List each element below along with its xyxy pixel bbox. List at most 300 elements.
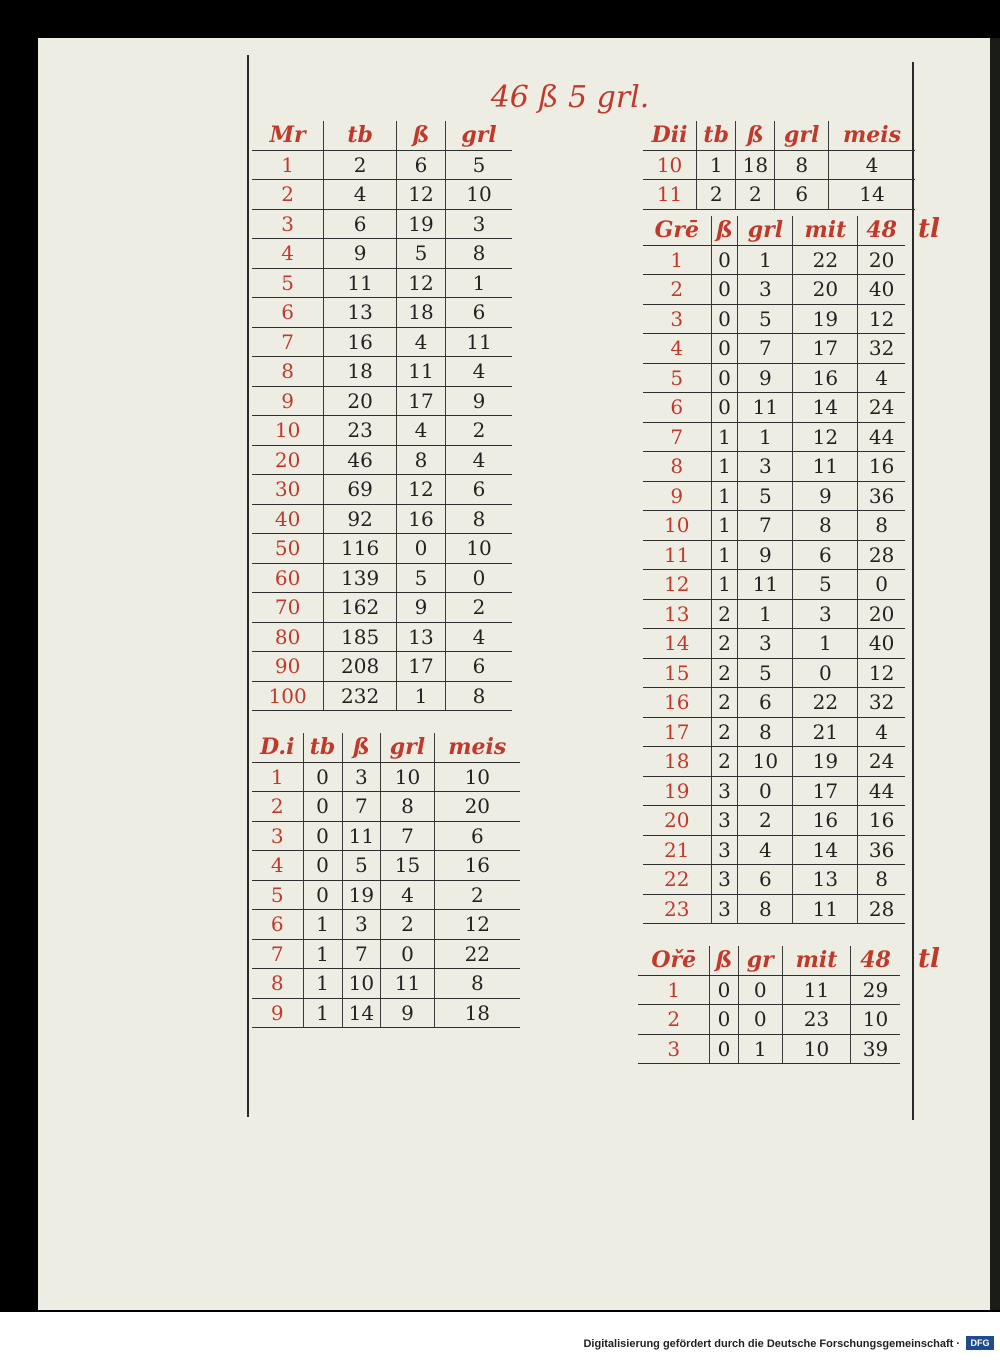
table-cell: 44 <box>858 776 905 806</box>
row-label: 6 <box>252 298 324 328</box>
table-cell: 0 <box>303 762 342 792</box>
table-cell: 5 <box>396 563 445 593</box>
left-rule <box>247 55 249 1117</box>
table-cell: 11 <box>342 821 381 851</box>
table-row <box>643 747 905 777</box>
table-cell: 69 <box>324 475 397 505</box>
table-cell: 5 <box>738 304 793 334</box>
table-cell: 17 <box>396 652 445 682</box>
table-row <box>643 511 905 541</box>
table-cell: 20 <box>858 599 905 629</box>
row-label: 100 <box>252 681 324 711</box>
conversion-table-grenze <box>643 216 905 924</box>
table-header-row <box>638 946 900 975</box>
table-row <box>643 776 905 806</box>
table-row <box>252 939 520 969</box>
column-header: grl <box>775 121 829 150</box>
column-header: Ořē <box>638 946 710 975</box>
table-cell: 1 <box>738 599 793 629</box>
table-cell: 1 <box>303 910 342 940</box>
row-label: 1 <box>252 150 324 180</box>
row-label: 1 <box>638 975 710 1005</box>
column-header: Dii <box>643 121 697 150</box>
table-cell: 11 <box>783 975 851 1005</box>
table-row <box>252 239 512 269</box>
column-header: ß <box>342 733 381 762</box>
row-label: 9 <box>643 481 711 511</box>
row-label: 5 <box>643 363 711 393</box>
row-label: 3 <box>252 821 303 851</box>
row-label: 11 <box>643 180 697 210</box>
column-header: ß <box>736 121 775 150</box>
row-label: 16 <box>643 688 711 718</box>
table-cell: 2 <box>381 910 434 940</box>
row-label: 4 <box>643 334 711 364</box>
table-cell: 9 <box>793 481 858 511</box>
table-cell: 20 <box>793 275 858 305</box>
table-row <box>643 835 905 865</box>
table-cell: 6 <box>324 209 397 239</box>
table-row <box>643 304 905 334</box>
table-cell: 22 <box>434 939 520 969</box>
table-cell: 10 <box>851 1005 900 1035</box>
table-cell: 5 <box>738 658 793 688</box>
table-cell: 44 <box>858 422 905 452</box>
table-cell: 1 <box>738 245 793 275</box>
table-cell: 0 <box>710 1005 738 1035</box>
row-label: 2 <box>643 275 711 305</box>
table-cell: 14 <box>793 835 858 865</box>
table-cell: 8 <box>858 865 905 895</box>
table-cell: 9 <box>738 363 793 393</box>
table-cell: 8 <box>858 511 905 541</box>
table-row <box>643 363 905 393</box>
table-row <box>638 975 900 1005</box>
table-cell: 11 <box>324 268 397 298</box>
table-cell: 6 <box>446 298 513 328</box>
table-cell: 6 <box>434 821 520 851</box>
table-cell: 2 <box>697 180 736 210</box>
table-row <box>252 357 512 387</box>
table-cell: 4 <box>446 445 513 475</box>
table-cell: 8 <box>738 717 793 747</box>
column-header: ß <box>711 216 738 245</box>
table-cell: 6 <box>775 180 829 210</box>
table-cell: 11 <box>738 570 793 600</box>
table-cell: 0 <box>303 880 342 910</box>
table-cell: 5 <box>342 851 381 881</box>
table-cell: 17 <box>793 334 858 364</box>
table-cell: 1 <box>303 969 342 999</box>
table-row <box>252 180 512 210</box>
table-cell: 0 <box>738 1005 782 1035</box>
table-cell: 12 <box>434 910 520 940</box>
table-cell: 36 <box>858 481 905 511</box>
row-label: 3 <box>638 1034 710 1064</box>
table-cell: 3 <box>711 894 738 924</box>
table-cell: 18 <box>434 998 520 1028</box>
table-cell: 2 <box>446 416 513 446</box>
table-cell: 162 <box>324 593 397 623</box>
row-label: 14 <box>643 629 711 659</box>
table-cell: 3 <box>793 599 858 629</box>
table-row <box>252 910 520 940</box>
table-cell: 14 <box>829 180 915 210</box>
row-label: 10 <box>643 150 697 180</box>
table-cell: 14 <box>793 393 858 423</box>
row-label: 8 <box>252 969 303 999</box>
row-label: 7 <box>252 939 303 969</box>
row-label: 7 <box>643 422 711 452</box>
table-cell: 8 <box>775 150 829 180</box>
table-cell: 16 <box>858 452 905 482</box>
table-cell: 18 <box>736 150 775 180</box>
table-cell: 1 <box>711 452 738 482</box>
table-cell: 10 <box>738 747 793 777</box>
table-cell: 1 <box>303 939 342 969</box>
table-cell: 4 <box>381 880 434 910</box>
table-cell: 9 <box>396 593 445 623</box>
table-row <box>252 851 520 881</box>
table-cell: 232 <box>324 681 397 711</box>
table-cell: 4 <box>446 357 513 387</box>
table-cell: 7 <box>342 939 381 969</box>
table-cell: 0 <box>446 563 513 593</box>
table-cell: 10 <box>434 762 520 792</box>
table-cell: 9 <box>381 998 434 1028</box>
row-label: 2 <box>638 1005 710 1035</box>
table-row <box>643 481 905 511</box>
table-cell: 10 <box>446 180 513 210</box>
row-label: 10 <box>643 511 711 541</box>
table-cell: 0 <box>711 363 738 393</box>
page-title: 46 ß 5 grl. <box>490 80 650 115</box>
table-cell: 1 <box>396 681 445 711</box>
table-row <box>252 880 520 910</box>
table-row <box>252 969 520 999</box>
table-cell: 13 <box>793 865 858 895</box>
table-cell: 1 <box>793 629 858 659</box>
column-header: Grē <box>643 216 711 245</box>
table-cell: 10 <box>381 762 434 792</box>
table-cell: 16 <box>793 363 858 393</box>
column-header: gr <box>738 946 782 975</box>
table-row <box>252 504 512 534</box>
table-cell: 3 <box>711 776 738 806</box>
table-cell: 2 <box>736 180 775 210</box>
column-header: ß <box>710 946 738 975</box>
table-row <box>252 416 512 446</box>
table-cell: 19 <box>342 880 381 910</box>
table-cell: 6 <box>793 540 858 570</box>
row-label: 2 <box>252 792 303 822</box>
table-row <box>643 275 905 305</box>
table-cell: 4 <box>396 416 445 446</box>
table-row <box>252 563 512 593</box>
column-header: meis <box>829 121 915 150</box>
table-cell: 8 <box>381 792 434 822</box>
table-cell: 5 <box>396 239 445 269</box>
row-label: 80 <box>252 622 324 652</box>
row-label: 5 <box>252 268 324 298</box>
table-row <box>252 534 512 564</box>
table-cell: 4 <box>858 717 905 747</box>
row-label: 1 <box>252 762 303 792</box>
table-cell: 0 <box>711 334 738 364</box>
table-cell: 12 <box>396 475 445 505</box>
table-row <box>252 475 512 505</box>
table-row <box>643 806 905 836</box>
table-cell: 2 <box>738 806 793 836</box>
table-cell: 0 <box>303 851 342 881</box>
table-row <box>638 1034 900 1064</box>
table-cell: 15 <box>381 851 434 881</box>
table-row <box>643 599 905 629</box>
table-cell: 3 <box>738 629 793 659</box>
table-cell: 8 <box>446 239 513 269</box>
table-row <box>252 762 520 792</box>
row-label: 20 <box>252 445 324 475</box>
table-row <box>643 717 905 747</box>
footer-credit: Digitalisierung gefördert durch die Deutsche Forschungsgemeinschaft · <box>583 1338 960 1350</box>
table-cell: 2 <box>711 599 738 629</box>
table-cell: 4 <box>446 622 513 652</box>
table-cell: 12 <box>858 658 905 688</box>
table-cell: 3 <box>711 806 738 836</box>
table-row <box>643 570 905 600</box>
table-cell: 0 <box>711 393 738 423</box>
book-edge <box>990 38 1000 1310</box>
row-label: 9 <box>252 998 303 1028</box>
table-row <box>643 865 905 895</box>
row-label: 8 <box>252 357 324 387</box>
row-label: 13 <box>643 599 711 629</box>
table-cell: 0 <box>710 975 738 1005</box>
table-cell: 2 <box>711 629 738 659</box>
column-header: D.i <box>252 733 303 762</box>
table-cell: 8 <box>738 894 793 924</box>
table-row <box>252 792 520 822</box>
table-cell: 8 <box>446 681 513 711</box>
table-cell: 20 <box>858 245 905 275</box>
column-header: tb <box>697 121 736 150</box>
table-cell: 6 <box>396 150 445 180</box>
table-cell: 40 <box>858 629 905 659</box>
table-cell: 12 <box>396 268 445 298</box>
column-header: 48 <box>858 216 905 245</box>
table-cell: 1 <box>303 998 342 1028</box>
row-label: 3 <box>252 209 324 239</box>
row-label: 17 <box>643 717 711 747</box>
table-cell: 10 <box>446 534 513 564</box>
table-row <box>643 150 915 180</box>
conversion-table-orte <box>638 946 900 1064</box>
row-label: 21 <box>643 835 711 865</box>
table-cell: 9 <box>446 386 513 416</box>
row-label: 18 <box>643 747 711 777</box>
table-cell: 116 <box>324 534 397 564</box>
table-cell: 18 <box>324 357 397 387</box>
table-cell: 1 <box>697 150 736 180</box>
table-cell: 16 <box>858 806 905 836</box>
table-cell: 7 <box>738 511 793 541</box>
table-row <box>252 821 520 851</box>
table-cell: 10 <box>342 969 381 999</box>
table-cell: 0 <box>303 792 342 822</box>
table-cell: 7 <box>342 792 381 822</box>
table-row <box>643 452 905 482</box>
table-cell: 1 <box>738 1034 782 1064</box>
table-row <box>643 894 905 924</box>
table-cell: 19 <box>793 747 858 777</box>
table-cell: 208 <box>324 652 397 682</box>
table-row <box>643 688 905 718</box>
row-label: 15 <box>643 658 711 688</box>
column-header: tb <box>303 733 342 762</box>
table-row <box>252 209 512 239</box>
table-cell: 8 <box>793 511 858 541</box>
table-cell: 0 <box>303 821 342 851</box>
table-cell: 11 <box>381 969 434 999</box>
table-cell: 8 <box>446 504 513 534</box>
row-label: 7 <box>252 327 324 357</box>
table-cell: 16 <box>793 806 858 836</box>
table-cell: 24 <box>858 393 905 423</box>
row-label: 3 <box>643 304 711 334</box>
table-cell: 0 <box>858 570 905 600</box>
table-cell: 3 <box>711 865 738 895</box>
table-cell: 22 <box>793 688 858 718</box>
table-cell: 13 <box>396 622 445 652</box>
table-cell: 11 <box>793 894 858 924</box>
table-row <box>643 245 905 275</box>
column-header: meis <box>434 733 520 762</box>
table-cell: 6 <box>446 652 513 682</box>
table-row <box>643 393 905 423</box>
table-header-row <box>252 121 512 150</box>
table-cell: 8 <box>396 445 445 475</box>
table-cell: 2 <box>711 658 738 688</box>
column-header: mit <box>793 216 858 245</box>
table-cell: 185 <box>324 622 397 652</box>
table-row <box>252 445 512 475</box>
table-cell: 0 <box>711 304 738 334</box>
table-cell: 12 <box>793 422 858 452</box>
table-row <box>252 327 512 357</box>
table-cell: 16 <box>324 327 397 357</box>
table-cell: 139 <box>324 563 397 593</box>
table-cell: 0 <box>396 534 445 564</box>
table-cell: 19 <box>396 209 445 239</box>
table-row <box>252 386 512 416</box>
table-cell: 2 <box>711 717 738 747</box>
table-cell: 11 <box>793 452 858 482</box>
table-cell: 17 <box>793 776 858 806</box>
table-cell: 18 <box>396 298 445 328</box>
row-label: 8 <box>643 452 711 482</box>
table-cell: 0 <box>738 975 782 1005</box>
row-label: 70 <box>252 593 324 623</box>
table-cell: 32 <box>858 334 905 364</box>
table-row <box>643 334 905 364</box>
table-cell: 7 <box>738 334 793 364</box>
table-cell: 23 <box>324 416 397 446</box>
table-cell: 22 <box>793 245 858 275</box>
table-header-row <box>252 733 520 762</box>
table-cell: 2 <box>324 150 397 180</box>
row-label: 11 <box>643 540 711 570</box>
table-cell: 17 <box>396 386 445 416</box>
side-note-tl-2: tl <box>918 944 940 974</box>
table-cell: 10 <box>783 1034 851 1064</box>
row-label: 40 <box>252 504 324 534</box>
table-cell: 9 <box>324 239 397 269</box>
table-cell: 12 <box>858 304 905 334</box>
table-header-row <box>643 216 905 245</box>
row-label: 12 <box>643 570 711 600</box>
row-label: 6 <box>252 910 303 940</box>
table-row <box>643 422 905 452</box>
table-cell: 36 <box>858 835 905 865</box>
column-header: tb <box>324 121 397 150</box>
row-label: 90 <box>252 652 324 682</box>
table-cell: 1 <box>711 570 738 600</box>
row-label: 10 <box>252 416 324 446</box>
table-cell: 2 <box>446 593 513 623</box>
table-cell: 4 <box>738 835 793 865</box>
table-cell: 11 <box>396 357 445 387</box>
table-cell: 2 <box>434 880 520 910</box>
table-cell: 6 <box>446 475 513 505</box>
table-cell: 21 <box>793 717 858 747</box>
table-cell: 4 <box>324 180 397 210</box>
row-label: 30 <box>252 475 324 505</box>
column-header: grl <box>738 216 793 245</box>
table-cell: 32 <box>858 688 905 718</box>
table-header-row <box>643 121 915 150</box>
table-row <box>252 681 512 711</box>
row-label: 20 <box>643 806 711 836</box>
row-label: 2 <box>252 180 324 210</box>
table-cell: 8 <box>434 969 520 999</box>
table-cell: 16 <box>396 504 445 534</box>
table-cell: 3 <box>738 275 793 305</box>
table-cell: 5 <box>738 481 793 511</box>
row-label: 4 <box>252 851 303 881</box>
table-cell: 1 <box>711 540 738 570</box>
conversion-table-marks <box>252 121 512 711</box>
table-cell: 13 <box>324 298 397 328</box>
table-cell: 19 <box>793 304 858 334</box>
conversion-table-d <box>252 733 520 1028</box>
table-cell: 1 <box>711 422 738 452</box>
table-cell: 0 <box>793 658 858 688</box>
column-header: 48 <box>851 946 900 975</box>
column-header: grl <box>446 121 513 150</box>
row-label: 4 <box>252 239 324 269</box>
table-cell: 23 <box>783 1005 851 1035</box>
table-cell: 16 <box>434 851 520 881</box>
table-cell: 0 <box>711 275 738 305</box>
table-cell: 4 <box>858 363 905 393</box>
table-cell: 2 <box>711 747 738 777</box>
table-cell: 11 <box>738 393 793 423</box>
row-label: 50 <box>252 534 324 564</box>
column-header: grl <box>381 733 434 762</box>
row-label: 22 <box>643 865 711 895</box>
table-cell: 39 <box>851 1034 900 1064</box>
column-header: ß <box>396 121 445 150</box>
